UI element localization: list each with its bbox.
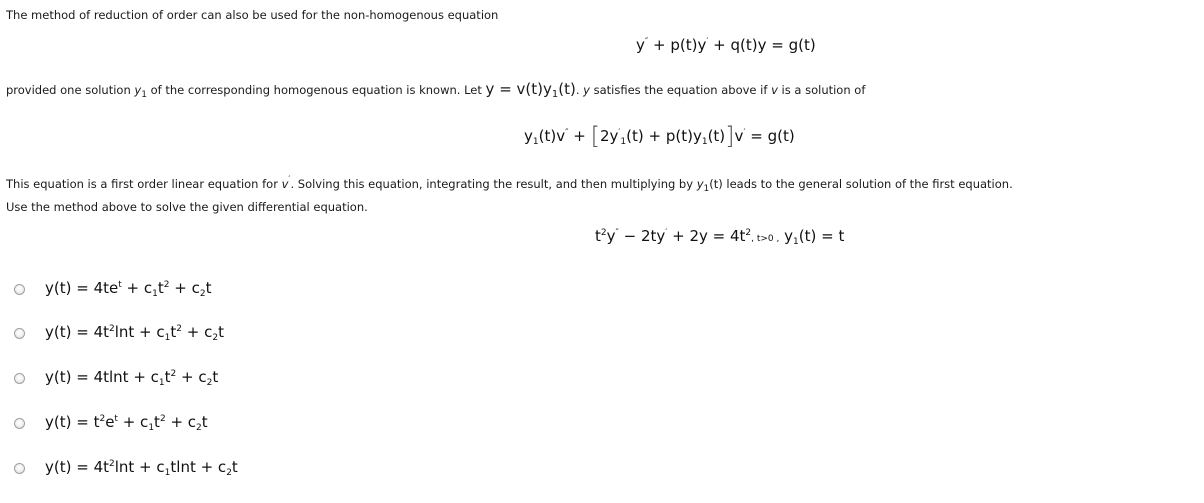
radio-button-1[interactable] [14, 284, 25, 295]
answer-choice-2[interactable] [14, 322, 224, 344]
problem-equation: $t^2y'' - 2ty' + 2y = 4t^2$, t>0 , $y_1(t) = t$ [595, 227, 845, 247]
choice-5-formula: $y(t) = 4t^2\ln t + c_1tlnt + c_2t$ [45, 458, 238, 478]
radio-button-3[interactable] [14, 373, 25, 384]
nonhomogeneous-equation: y″ + p(t)y′ + q(t)y = g(t) [636, 36, 816, 54]
instruction-text: Use the method above to solve the given differential equation. [6, 200, 368, 214]
answer-choice-4[interactable] [14, 412, 208, 434]
first-order-text: This equation is a first order linear equation for v′. Solving this equation, integrating the result, and then multiplying by $y_1(t)$ leads to the general solution of the first equation. [6, 175, 1013, 194]
provided-solution-text: provided one solution $y_1$ of the corresponding homogenous equation is known. Let y = v(t)y1(t). y satisfies the equation above if v is a solution of [6, 80, 866, 100]
choice-4-formula: $y(t) = t^2e^t + c_1t^2 + c_2t$ [45, 413, 208, 433]
choice-3-formula: $y(t) = 4tlnt + c_1t^2 + c_2t$ [45, 368, 219, 388]
answer-choice-1[interactable] [14, 278, 211, 300]
answer-choice-3[interactable] [14, 367, 218, 389]
choice-2-formula: $y(t) = 4t^2\ln t + c_1t^2 + c_2t$ [45, 323, 224, 343]
reduced-equation: $y_1(t)v'' + [2y'_1(t) + p(t)y_1(t)]v' = g(t)$ [524, 122, 795, 150]
intro-text: The method of reduction of order can also be used for the non-homogenous equation [6, 8, 499, 22]
answer-choice-5[interactable] [14, 457, 238, 479]
radio-button-2[interactable] [14, 328, 25, 339]
radio-button-5[interactable] [14, 463, 25, 474]
choice-1-formula: $y(t) = 4te^t + c_1t^2 + c_2t$ [45, 279, 212, 299]
radio-button-4[interactable] [14, 418, 25, 429]
